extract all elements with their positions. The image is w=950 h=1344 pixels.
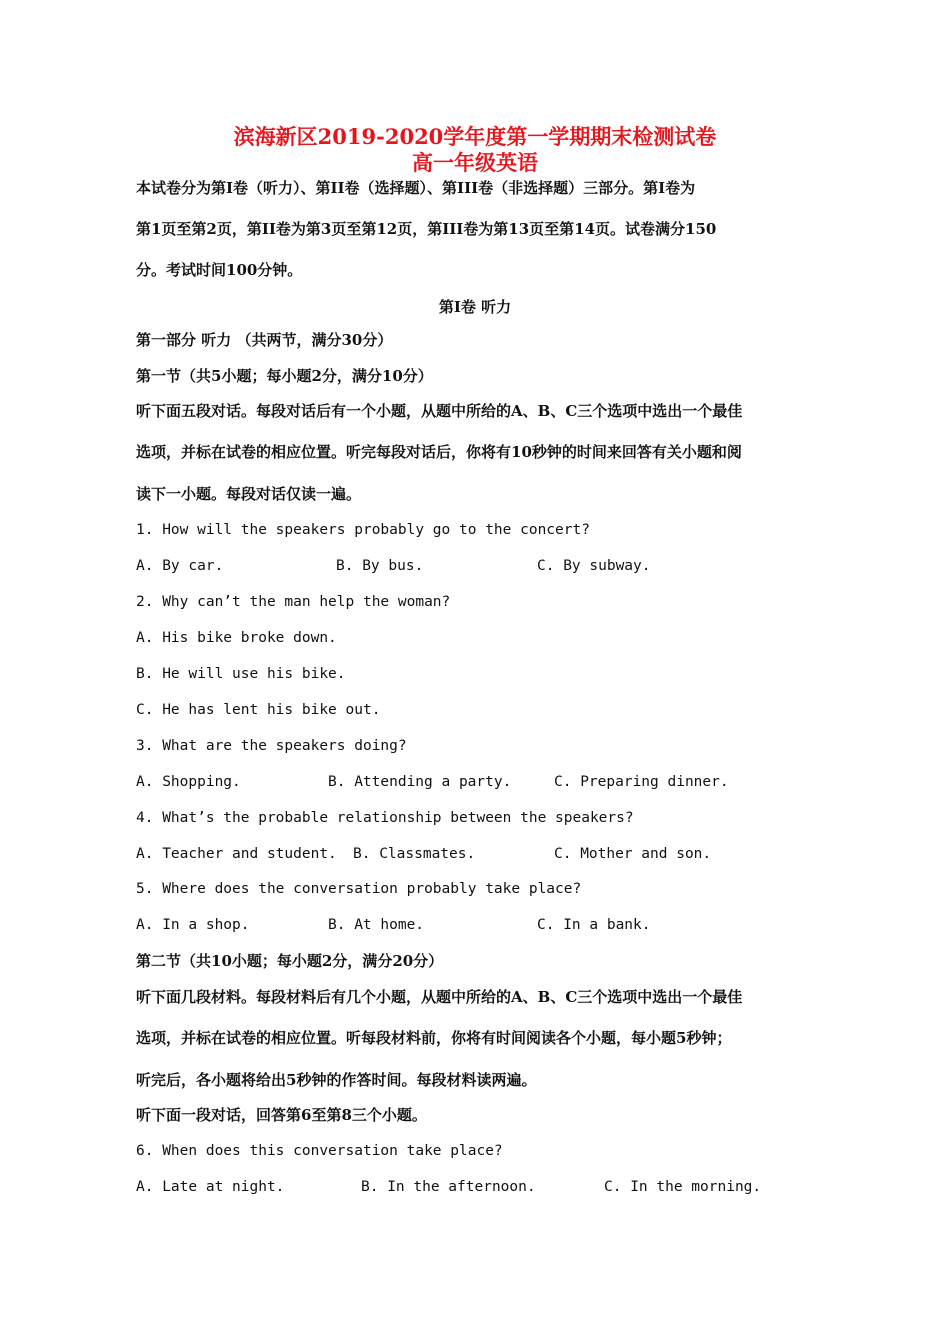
q3-option-a: A. Shopping.: [136, 774, 241, 790]
q5-option-a: A. In a shop.: [136, 917, 250, 933]
section2-instruction-1: 听下面几段材料。每段材料后有几个小题，从题中所给的A、B、C三个选项中选出一个最佳: [136, 988, 743, 1006]
exam-subtitle: 高一年级英语: [412, 150, 538, 175]
intro-line-3: 分。考试时间100分钟。: [136, 261, 303, 279]
q1-option-b: B. By bus.: [336, 558, 424, 574]
question-4: 4. What’s the probable relationship between the speakers?: [136, 810, 634, 826]
q6-option-b: B. In the afternoon.: [361, 1179, 536, 1195]
q2-option-b: B. He will use his bike.: [136, 666, 346, 682]
q4-option-a: A. Teacher and student.: [136, 846, 337, 862]
q6-option-a: A. Late at night.: [136, 1179, 285, 1195]
section1-instruction-1: 听下面五段对话。每段对话后有一个小题，从题中所给的A、B、C三个选项中选出一个最佳: [136, 402, 743, 420]
volume-title: 第Ⅰ卷 听力: [438, 298, 512, 316]
group-note: 听下面一段对话，回答第6至第8三个小题。: [136, 1106, 427, 1124]
q2-option-a: A. His bike broke down.: [136, 630, 337, 646]
q2-option-c: C. He has lent his bike out.: [136, 702, 381, 718]
q1-option-c: C. By subway.: [537, 558, 651, 574]
exam-title: 滨海新区2019-2020学年度第一学期期末检测试卷: [233, 124, 717, 149]
q6-option-c: C. In the morning.: [604, 1179, 762, 1195]
section2-instruction-2: 选项，并标在试卷的相应位置。听每段材料前，你将有时间阅读各个小题，每小题5秒钟；: [136, 1029, 732, 1047]
question-2: 2. Why can’t the man help the woman?: [136, 594, 451, 610]
section1-instruction-2: 选项，并标在试卷的相应位置。听完每段对话后，你将有10秒钟的时间来回答有关小题和阅: [136, 443, 742, 461]
q5-option-c: C. In a bank.: [537, 917, 651, 933]
section2-instruction-3: 听完后，各小题将给出5秒钟的作答时间。每段材料读两遍。: [136, 1071, 537, 1089]
q4-option-b: B. Classmates.: [353, 846, 476, 862]
q4-option-c: C. Mother and son.: [554, 846, 712, 862]
section2-heading: 第二节（共10小题；每小题2分，满分20分）: [136, 952, 444, 970]
part1-heading: 第一部分 听力 （共两节，满分30分）: [136, 331, 393, 349]
section1-heading: 第一节（共5小题；每小题2分，满分10分）: [136, 367, 433, 385]
question-5: 5. Where does the conversation probably take place?: [136, 881, 582, 897]
section1-instruction-3: 读下一小题。每段对话仅读一遍。: [136, 485, 362, 503]
question-3: 3. What are the speakers doing?: [136, 738, 407, 754]
q3-option-c: C. Preparing dinner.: [554, 774, 729, 790]
question-6: 6. When does this conversation take place?: [136, 1143, 503, 1159]
q1-option-a: A. By car.: [136, 558, 224, 574]
intro-line-1: 本试卷分为第Ⅰ卷（听力）、第II卷（选择题）、第III卷（非选择题）三部分。第Ⅰ卷为: [136, 179, 696, 197]
q3-option-b: B. Attending a party.: [328, 774, 512, 790]
intro-line-2: 第1页至第2页，第II卷为第3页至第12页，第III卷为第13页至第14页。试卷满分150: [136, 220, 717, 238]
question-1: 1. How will the speakers probably go to the concert?: [136, 522, 590, 538]
q5-option-b: B. At home.: [328, 917, 425, 933]
